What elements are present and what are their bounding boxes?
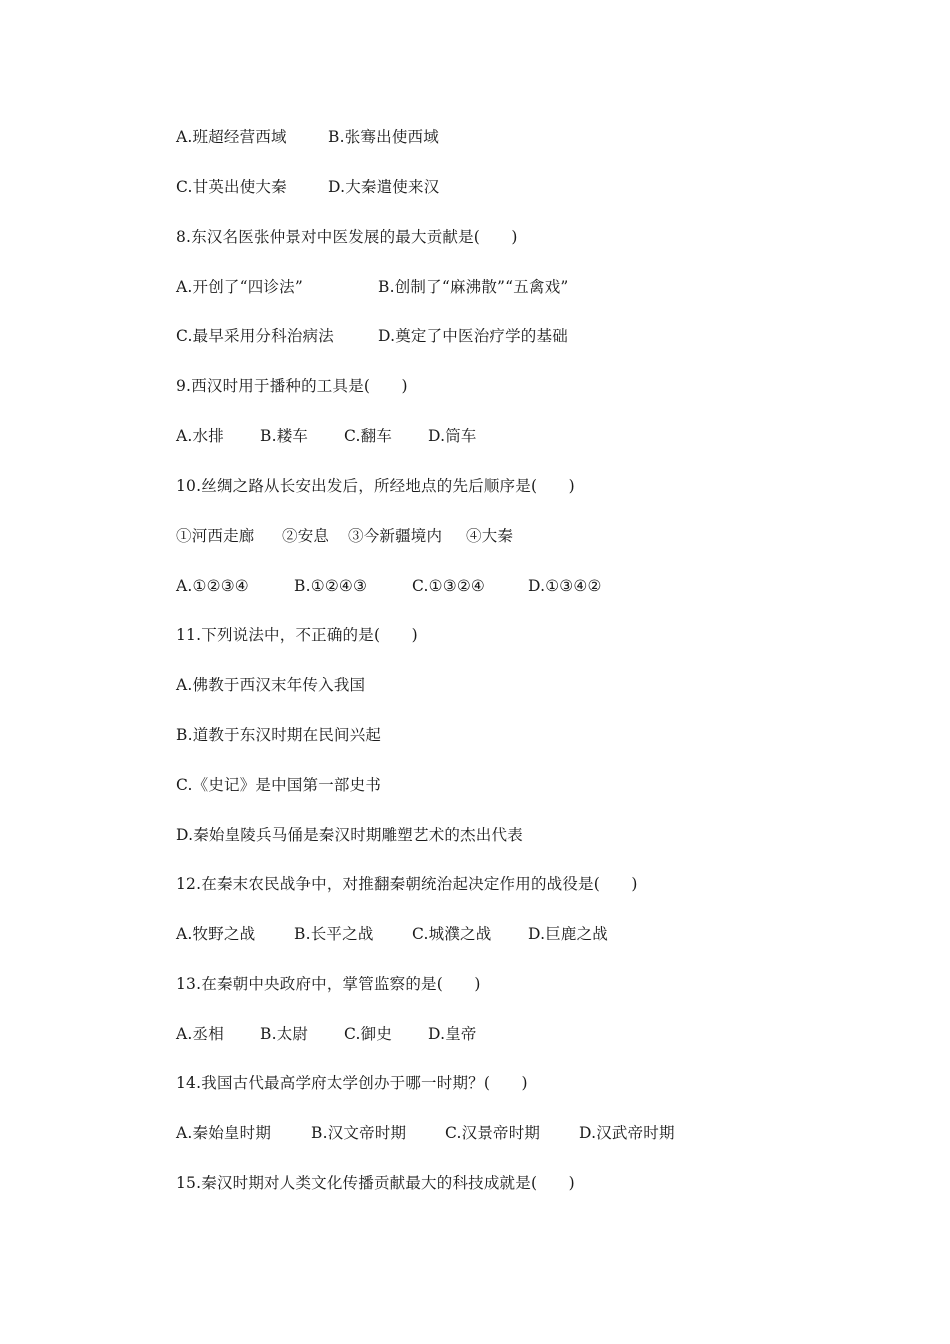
option-a: A.水排 <box>176 427 224 445</box>
item-4: ④大秦 <box>466 527 514 545</box>
question-13: 13.在秦朝中央政府中，掌管监察的是( ) <box>176 975 481 993</box>
option-c: C.御史 <box>344 1025 393 1043</box>
option-b: B.①②④③ <box>294 577 368 595</box>
option-b: B.汉文帝时期 <box>311 1124 407 1142</box>
option-a: A.丞相 <box>176 1025 224 1043</box>
question-9: 9.西汉时用于播种的工具是( ) <box>176 377 408 395</box>
option-c: C.最早采用分科治病法 <box>176 327 334 345</box>
option-d: D.汉武帝时期 <box>579 1124 675 1142</box>
option-a: A.①②③④ <box>176 577 249 595</box>
options-row <box>176 1121 675 1145</box>
options-row <box>176 424 477 448</box>
option-a: A.牧野之战 <box>176 925 256 943</box>
item-1: ①河西走廊 <box>176 527 255 545</box>
question-10: 10.丝绸之路从长安出发后，所经地点的先后顺序是( ) <box>176 477 575 495</box>
options-row <box>176 324 568 348</box>
option-d: D.秦始皇陵兵马俑是秦汉时期雕塑艺术的杰出代表 <box>176 826 523 844</box>
option-b: B.张骞出使西域 <box>328 128 439 146</box>
option-d: D.皇帝 <box>428 1025 477 1043</box>
options-row <box>176 922 609 946</box>
item-3: ③今新疆境内 <box>348 527 443 545</box>
option-c: C.翻车 <box>344 427 393 445</box>
options-row <box>176 275 569 299</box>
question-14: 14.我国古代最高学府太学创办于哪一时期？( ) <box>176 1074 528 1092</box>
option-c: C.《史记》是中国第一部史书 <box>176 776 382 794</box>
option-a: A.班超经营西域 <box>176 128 287 146</box>
option-d: D.巨鹿之战 <box>528 925 609 943</box>
question-8: 8.东汉名医张仲景对中医发展的最大贡献是( ) <box>176 228 518 246</box>
option-d: D.筒车 <box>428 427 477 445</box>
option-d: D.大秦遣使来汉 <box>328 178 440 196</box>
option-b: B.道教于东汉时期在民间兴起 <box>176 726 382 744</box>
option-c: C.城濮之战 <box>412 925 492 943</box>
option-d: D.①③④② <box>528 577 602 595</box>
question-12: 12.在秦末农民战争中，对推翻秦朝统治起决定作用的战役是( ) <box>176 875 638 893</box>
option-d: D.奠定了中医治疗学的基础 <box>378 327 568 345</box>
option-b: B.耧车 <box>260 427 309 445</box>
options-row <box>176 574 602 598</box>
option-c: C.①③②④ <box>412 577 486 595</box>
option-c: C.汉景帝时期 <box>445 1124 541 1142</box>
option-c: C.甘英出使大秦 <box>176 178 287 196</box>
option-b: B.长平之战 <box>294 925 374 943</box>
question-15: 15.秦汉时期对人类文化传播贡献最大的科技成就是( ) <box>176 1174 575 1192</box>
items-row <box>176 524 514 548</box>
option-b: B.太尉 <box>260 1025 309 1043</box>
question-11: 11.下列说法中，不正确的是( ) <box>176 626 418 644</box>
options-row <box>176 175 440 199</box>
option-a: A.佛教于西汉末年传入我国 <box>176 676 366 694</box>
option-a: A.秦始皇时期 <box>176 1124 272 1142</box>
option-b: B.创制了“麻沸散”“五禽戏” <box>378 278 569 296</box>
options-row <box>176 1022 477 1046</box>
option-a: A.开创了“四诊法” <box>176 278 303 296</box>
item-2: ②安息 <box>282 527 330 545</box>
options-row <box>176 125 439 149</box>
